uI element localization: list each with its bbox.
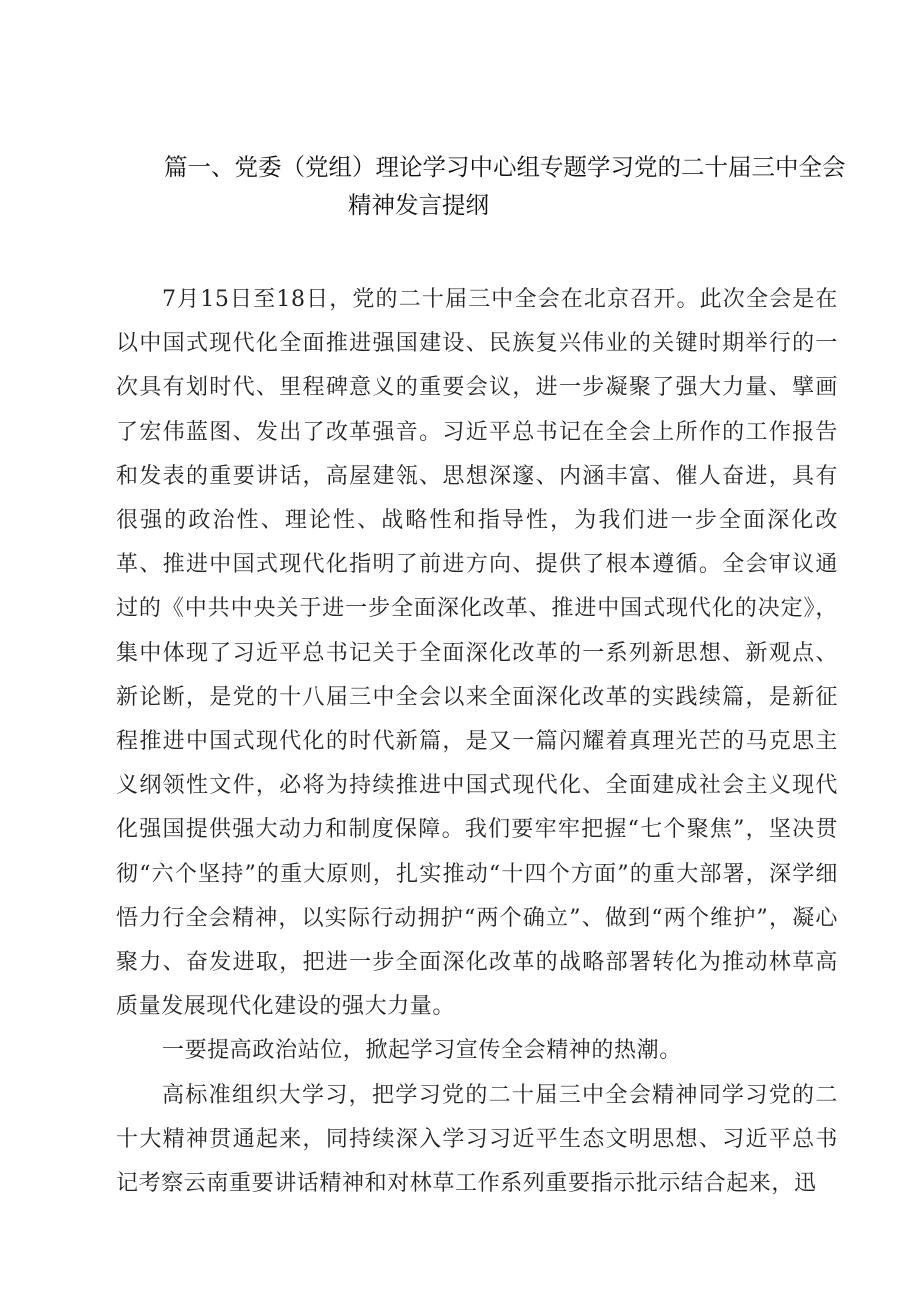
title-line-1: 篇一、党委（党组）理论学习中心组专题学习党的二十届三中全会 — [164, 153, 846, 181]
document-title — [120, 148, 850, 224]
body-paragraph-intro: 7月15日至18日，党的二十届三中全会在北京召开。此次全会是在以中国式现代化全面推进强国建设、民族复兴伟业的关键时期举行的一次具有划时代、里程碑意义的重要会议，进一步凝聚了强大力量、擘画了宏伟蓝图、发出了改革强音。习近平总书记在全会上所作的工作报告和发表的重要讲话，高屋建瓴、思想深邃、内涵丰富、催人奋进，具有很强的政治性、理论性、战略性和指导性，为我们进一步全面深化改革、推进中国式现代化指明了前进方向、提供了根本遵循。全会审议通过的《中共中央关于进一步全面深化改革、推进中国式现代化的决定》，集中体现了习近平总书记关于全面深化改革的一系列新思想、新观点、新论断，是党的十八届三中全会以来全面深化改革的实践续篇，是新征程推进中国式现代化的时代新篇，是又一篇闪耀着真理光芒的马克思主义纲领性文件，必将为持续推进中国式现代化、全面建成社会主义现代化强国提供强大动力和制度保障。我们要牢牢把握“七个聚焦”，坚决贯彻“六个坚持”的重大原则，扎实推动“十四个方面”的重大部署，深学细悟力行全会精神，以实际行动拥护“两个确立”、做到“两个维护”，凝心聚力、奋发进取，把进一步全面深化改革的战略部署转化为推动林草高质量发展现代化建设的强大力量。 — [116, 287, 838, 1020]
body-paragraph-detail: 高标准组织大学习，把学习党的二十届三中全会精神同学习党的二十大精神贯通起来，同持续深入学习习近平生态文明思想、习近平总书记考察云南重要讲话精神和对林草工作系列重要指示批示结合起来，迅 — [116, 1082, 838, 1197]
body-paragraph-point-1: 一要提高政治站位，掀起学习宣传全会精神的热潮。 — [162, 1038, 682, 1064]
title-line-2: 精神发言提纲 — [348, 191, 489, 219]
document-body — [116, 278, 838, 1206]
